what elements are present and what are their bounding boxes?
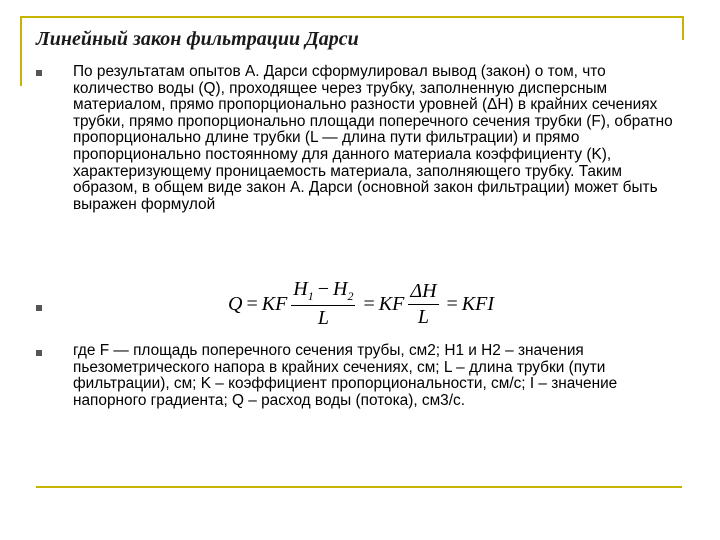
bullet-2 [36,305,42,311]
formula-eq-1: = [246,292,258,315]
frame-left-line [20,16,22,86]
frame-top-line [20,16,684,18]
formula-eq-3: = [446,292,458,315]
bullet-3 [36,350,42,356]
paragraph-variable-definitions: где F — площадь поперечного сечения трубы, см2; H1 и H2 – значения пьезометрического напора в крайних сечениях, см; L – длина трубки (пути фильтрации), см; K – коэффициент пропорциональности, см/с; I – значение напорного градиента; Q – расход воды (потока), см3/с. [73,342,618,409]
darcy-formula [228,278,494,330]
formula-lhs: Q [228,292,243,315]
fraction-1-numerator: $H_1 - H_2$ [291,278,355,306]
frame-bottom-line [36,486,682,488]
frame-right-line [682,16,684,40]
fraction-1-denominator: L [317,307,329,329]
slide-title: Линейный закон фильтрации Дарси [36,28,359,50]
fraction-2-numerator: ΔH [408,280,438,305]
paragraph-darcy-description: По результатам опытов А. Дарси сформулировал вывод (закон) о том, что количество воды (Q), проходящее через трубку, заполненную дисперсным материалом, прямо пропорционально разности уровней (ΔH) в крайних сечениях трубки, прямо пропорционально площади поперечного сечения трубки (F), обратно пропорционально длине трубки (L — длина пути фильтрации) и прямо пропорционально постоянному для данного материала коэффициенту (K), характеризующему проницаемость материала, заполняющего трубку. Таким образом, в общем виде закон А. Дарси (основной закон фильтрации) может быть выражен формулой [73,63,673,213]
formula-eq-2: = [363,292,375,315]
formula-fraction-2 [408,280,438,329]
formula-kf-2: KF [378,292,405,315]
formula-rhs: KFI [461,292,495,315]
bullet-1 [36,70,42,76]
formula-kf-1: KF [261,292,288,315]
formula-fraction-1 [291,278,355,330]
fraction-2-denominator: L [417,305,429,328]
